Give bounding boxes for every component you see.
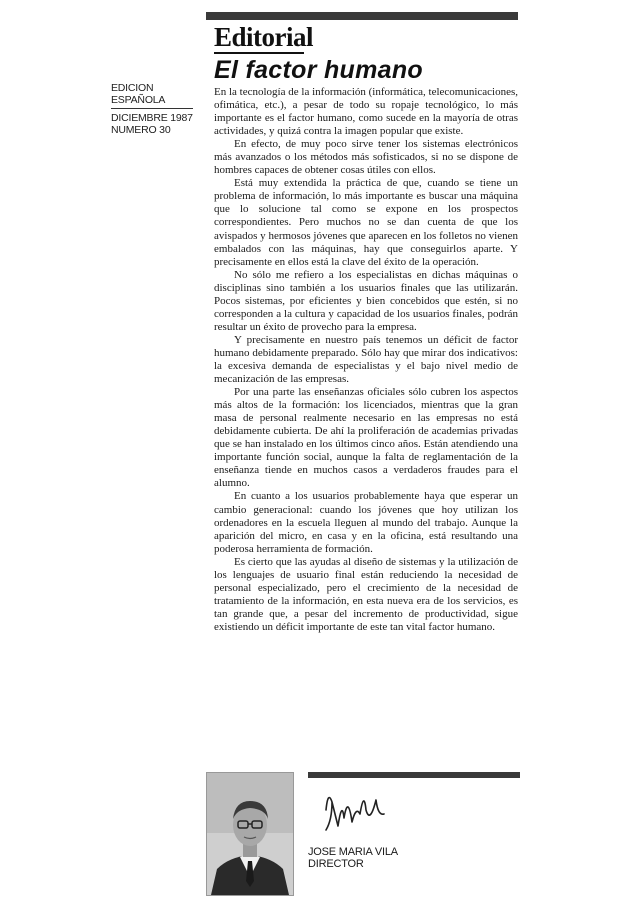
- edition-line-2: ESPAÑOLA: [111, 94, 166, 106]
- sidebar-rule: [111, 108, 193, 109]
- top-rule: [206, 12, 518, 20]
- paragraph: Está muy extendida la práctica de que, cuando se tiene un problema de información, lo más importante es buscar una máquina que lo solucione tal como se expone en los prospectos correspondientes. Pero muchos no se dan cuenta de que los avispados y hermosos jóvenes que aparecen en los folletos no vienen embalados con las máquinas, hay que conseguirlos aparte. Y precisamente en ellos está la clave del éxito de la operación.: [214, 177, 518, 268]
- issue-date: DICIEMBRE 1987: [111, 112, 193, 124]
- author-role: DIRECTOR: [308, 858, 364, 870]
- edition-sidebar: [111, 82, 197, 136]
- article-body: [214, 86, 518, 758]
- signer-block: [308, 846, 398, 870]
- signature-illustration: [318, 780, 398, 840]
- paragraph: No sólo me refiero a los especialistas en dichas máquinas o disciplinas sino también a los usuarios finales que las utilizarán. Pocos sistemas, por eficientes y bien concebidos que estén, si no corresponden a la cultura y capacidad de los usuarios finales, podrán resultar un éxito de provecho para la empresa.: [214, 268, 518, 333]
- title-underline: [214, 52, 304, 54]
- author-photo: [206, 772, 294, 896]
- paragraph: Por una parte las enseñanzas oficiales sólo cubren los aspectos más altos de la formación: los licenciados, mientras que la gran masa de personal realmente necesario en las empresas no está debidamente cubierta. De ahí la proliferación de academias privadas que se han instalado en los últimos cinco años. Están atendiendo una importante función social, aunque la falta de reglamentación de la enseñanza tiende en muchos casos a verdaderos fraudes para el alumno.: [214, 386, 518, 490]
- section-title: Editorial: [214, 22, 314, 52]
- paragraph: Es cierto que las ayudas al diseño de sistemas y la utilización de los lenguajes de usuario final están reduciendo la necesidad de personal especializado, pero el crecimiento de la necesidad de tratamiento de la información, en esta nueva era de los servicios, es tan grande que, a pesar del incremento de productividad, sigue existiendo un déficit importante de este tan vital factor humano.: [214, 555, 518, 633]
- paragraph: En efecto, de muy poco sirve tener los sistemas electrónicos más avanzados o los métodos más sofisticados, si no se dispone de hombres capaces de obtener cosas útiles con ellos.: [214, 138, 518, 177]
- issue-number: NUMERO 30: [111, 124, 171, 136]
- paragraph: En cuanto a los usuarios probablemente haya que esperar un cambio generacional: cuando los jóvenes que hoy utilizan los ordenadores en la escuela lleguen al mundo del trabajo. Aunque la aparición del micro, en casa y en la oficina, está resultando una poderosa herramienta de formación.: [214, 490, 518, 555]
- edition-line-1: EDICION: [111, 82, 154, 94]
- author-portrait-illustration: [207, 773, 293, 895]
- paragraph: Y precisamente en nuestro país tenemos un déficit de factor humano debidamente preparado. Sólo hay que mirar dos indicativos: la excesiva demanda de especialistas y el bajo nivel medio de mecanización de las empresas.: [214, 333, 518, 386]
- bottom-rule: [308, 772, 520, 778]
- headline: El factor humano: [214, 56, 423, 84]
- author-name: JOSE MARIA VILA: [308, 846, 398, 858]
- paragraph: En la tecnología de la información (informática, telecomunicaciones, ofimática, etc.), a pesar de todo su ropaje tecnológico, lo más importante es el factor humano, como sucede en la mayoría de otras actividades, y quizá contra la imagen popular que existe.: [214, 86, 518, 138]
